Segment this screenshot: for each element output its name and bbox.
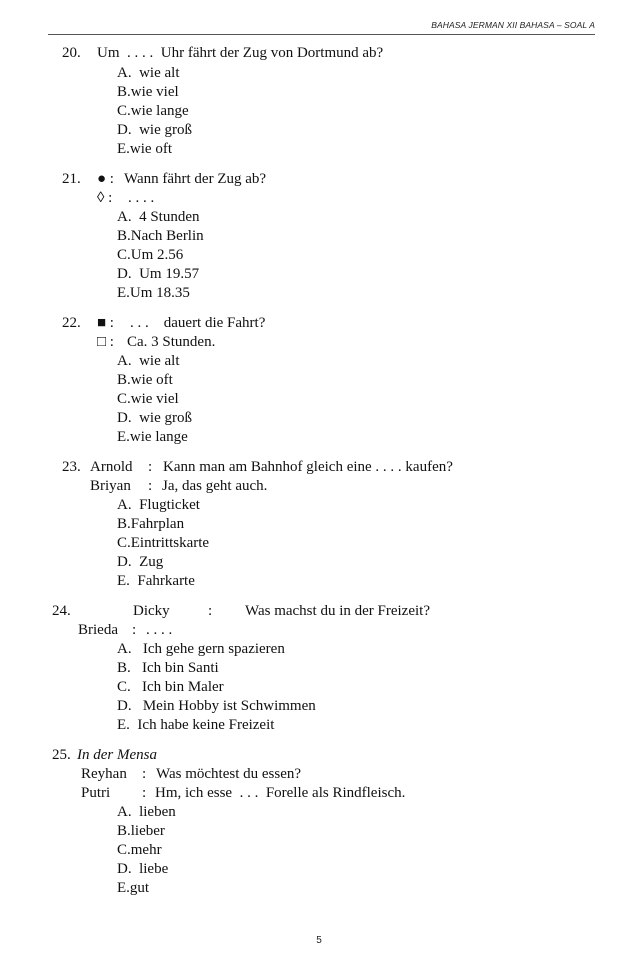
speaker-name-1: Arnold (90, 459, 133, 475)
speaker-colon-2: : (148, 478, 153, 494)
dialog-line-2: . . . . (128, 190, 155, 206)
page-number: 5 (316, 935, 322, 946)
dialog-line-2: Ca. 3 Stunden. (127, 334, 216, 350)
option-a: A. 4 Stunden (117, 209, 200, 225)
question-number: 20. (62, 45, 81, 61)
question-number: 23. (62, 459, 81, 475)
option-a: A. wie alt (117, 353, 180, 369)
option-d: D. Um 19.57 (117, 266, 200, 282)
speaker-name-2: Putri (81, 785, 111, 801)
dialog-line-1: Kann man am Bahnhof gleich eine . . . . kaufen? (163, 459, 453, 475)
option-d: D. wie groß (117, 122, 192, 138)
speaker-mark-2: □ : (97, 334, 114, 350)
speaker-name-2: Briyan (90, 478, 131, 494)
header-title: BAHASA JERMAN XII BAHASA – SOAL A (431, 20, 595, 30)
option-c: C.wie lange (117, 103, 189, 119)
header-divider (48, 34, 595, 35)
option-e: E.gut (117, 880, 150, 896)
option-c: C.Um 2.56 (117, 247, 184, 263)
option-e: E.wie oft (117, 141, 172, 157)
option-b: B.wie oft (117, 372, 173, 388)
option-e: E. Ich habe keine Freizeit (117, 717, 275, 733)
dialog-line-1: Was machst du in der Freizeit? (245, 603, 430, 619)
dialog-line-1: Wann fährt der Zug ab? (124, 171, 267, 187)
dialog-line-1: . . . dauert die Fahrt? (130, 315, 266, 331)
dialog-line-2: Hm, ich esse . . . Forelle als Rindfleisch. (155, 785, 406, 801)
option-c: C.wie viel (117, 391, 179, 407)
speaker-name-1: Reyhan (81, 766, 127, 782)
option-c: C.mehr (117, 842, 162, 858)
option-b: B.wie viel (117, 84, 179, 100)
speaker-colon-1: : (142, 766, 147, 782)
option-a: A. lieben (117, 804, 176, 820)
question-number: 21. (62, 171, 81, 187)
option-d: D. Mein Hobby ist Schwimmen (117, 698, 316, 714)
option-b: B.Nach Berlin (117, 228, 204, 244)
option-a: A. Flugticket (117, 497, 200, 513)
speaker-mark-1: ● : (97, 171, 114, 187)
speaker-name-2: Brieda (78, 622, 118, 638)
dialog-line-2: . . . . (146, 622, 173, 638)
speaker-mark-2: ◊ : (97, 190, 113, 206)
option-d: D. liebe (117, 861, 169, 877)
option-a: A. Ich gehe gern spazieren (117, 641, 285, 657)
question-context: In der Mensa (77, 747, 157, 763)
option-a: A. wie alt (117, 65, 180, 81)
speaker-colon-1: : (148, 459, 153, 475)
speaker-colon-2: : (132, 622, 137, 638)
dialog-line-2: Ja, das geht auch. (162, 478, 268, 494)
option-e: E.Um 18.35 (117, 285, 190, 301)
speaker-colon-1: : (208, 603, 213, 619)
dialog-line-1: Was möchtest du essen? (156, 766, 302, 782)
speaker-name-1: Dicky (133, 603, 170, 619)
question-number: 24. (52, 603, 71, 619)
option-e: E.wie lange (117, 429, 188, 445)
option-b: B. Ich bin Santi (117, 660, 219, 676)
option-e: E. Fahrkarte (117, 573, 195, 589)
option-c: C. Ich bin Maler (117, 679, 224, 695)
speaker-mark-1: ■ : (97, 315, 114, 331)
option-c: C.Eintrittskarte (117, 535, 210, 551)
question-number: 25. (52, 747, 71, 763)
option-b: B.lieber (117, 823, 165, 839)
question-stem: Um . . . . Uhr fährt der Zug von Dortmund ab? (97, 45, 384, 61)
option-d: D. wie groß (117, 410, 192, 426)
option-d: D. Zug (117, 554, 164, 570)
option-b: B.Fahrplan (117, 516, 185, 532)
question-number: 22. (62, 315, 81, 331)
speaker-colon-2: : (142, 785, 147, 801)
